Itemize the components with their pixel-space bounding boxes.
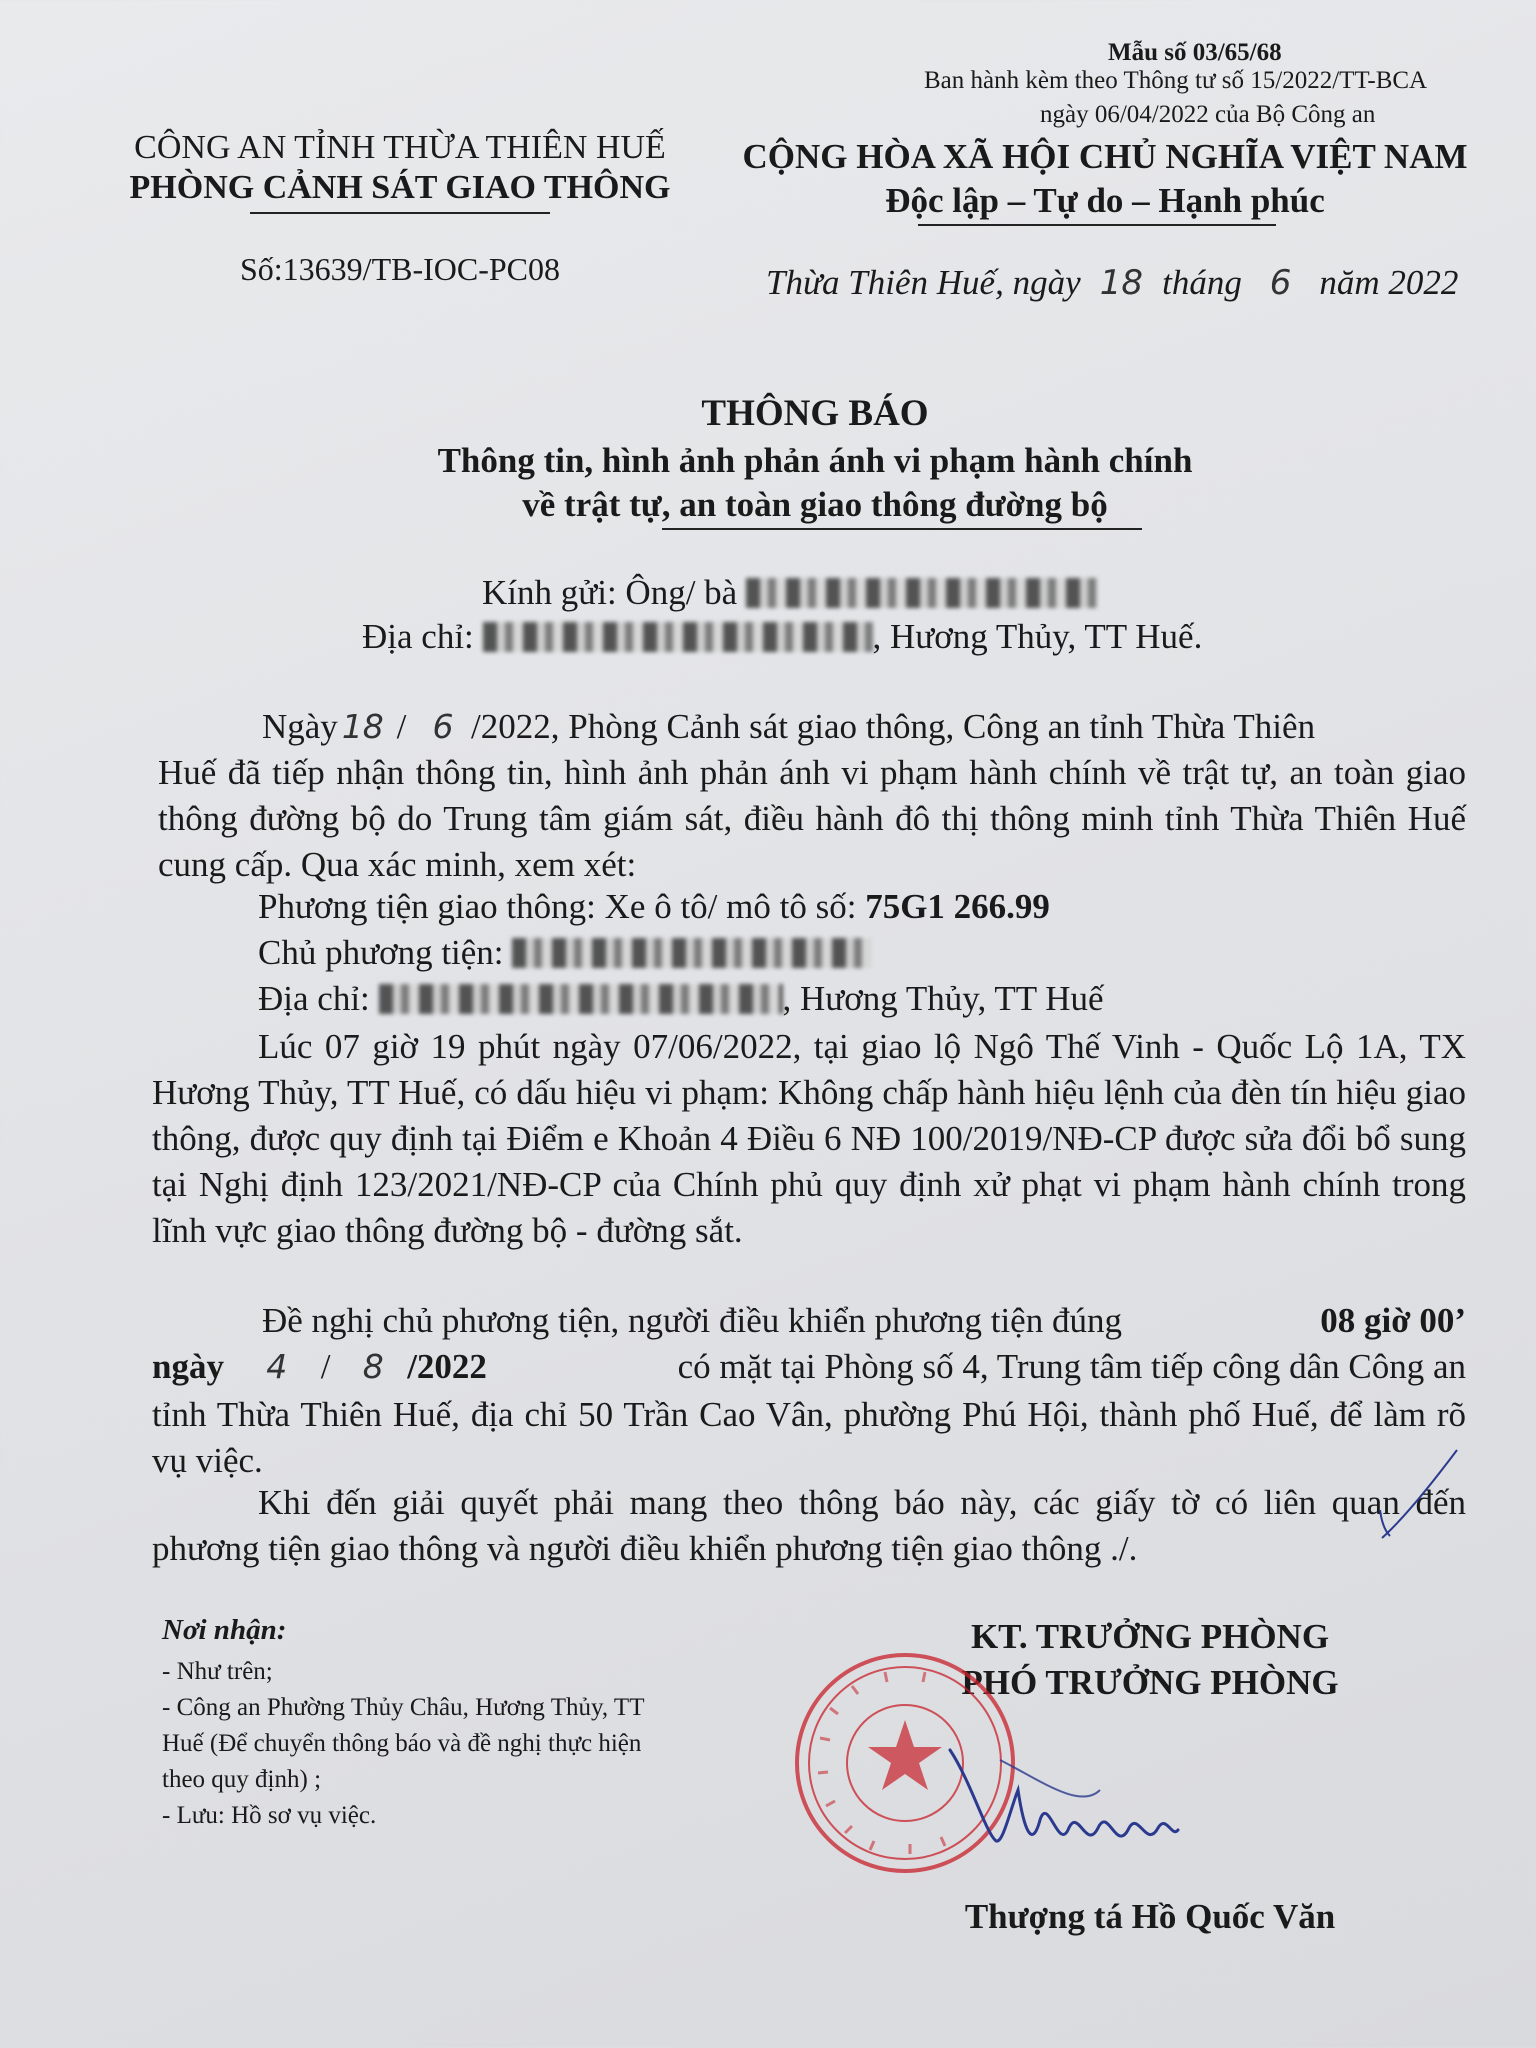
country-name: CỘNG HÒA XÃ HỘI CHỦ NGHĨA VIỆT NAM xyxy=(742,137,1468,176)
recipient-address-line xyxy=(362,616,1202,658)
date-slash: / xyxy=(387,707,416,746)
appointment-time: 08 giờ 00’ xyxy=(1320,1301,1466,1340)
handwritten-day: 18 xyxy=(1099,263,1143,303)
handwritten-month: 6 xyxy=(1269,263,1292,303)
owner-line xyxy=(258,932,872,974)
recipients-heading: Nơi nhận: xyxy=(162,1614,287,1646)
recipient-address-tail: , Hương Thủy, TT Huế. xyxy=(872,617,1203,656)
violation-paragraph: Lúc 07 giờ 19 phút ngày 07/06/2022, tại giao lộ Ngô Thế Vinh - Quốc Lộ 1A, TX Hương Thủy, TT Huế, có dấu hiệu vi phạm: Không chấp hành hiệu lệnh của đèn tín hiệu giao thông, được quy định tại Điểm e Khoản 4 Điều 6 NĐ 100/2019/NĐ-CP được sửa đổi bổ sung tại Nghị định 123/2021/NĐ-CP của Chính phủ quy định xử phạt vi phạm hành chính trong lĩnh vực giao thông đường bộ - đường sắt. xyxy=(152,1027,1466,1250)
handwritten-receipt-month: 6 xyxy=(432,707,454,746)
request-paragraph-rest: tỉnh Thừa Thiên Huế, địa chỉ 50 Trần Cao Vân, phường Phú Hội, thành phố Huế, để làm rõ vụ việc. xyxy=(152,1395,1466,1480)
redacted-recipient-address xyxy=(483,622,873,652)
handwritten-tick-mark xyxy=(1372,1450,1462,1550)
request-second-line xyxy=(152,1346,1466,1388)
seal-star xyxy=(868,1720,942,1790)
appointment-year: /2022 xyxy=(407,1347,487,1386)
intro-first-line xyxy=(262,706,1315,748)
appointment-date-group xyxy=(152,1346,487,1388)
documents-paragraph: Khi đến giải quyết phải mang theo thông báo này, các giấy tờ có liên quan đến phương tiện giao thông và người điều khiển phương tiện giao thông ./. xyxy=(152,1483,1466,1568)
signer-name: Thượng tá Hồ Quốc Văn xyxy=(964,1897,1336,1936)
title-subline-1: Thông tin, hình ảnh phản ánh vi phạm hành chính xyxy=(437,441,1193,480)
owner-label: Chủ phương tiện: xyxy=(258,933,504,972)
appointment-ngay: ngày xyxy=(152,1347,224,1386)
request-first-line xyxy=(262,1300,1466,1342)
department-name: PHÒNG CẢNH SÁT GIAO THÔNG xyxy=(129,169,671,206)
recipient-item: Huế (Để chuyển thông báo và đề nghị thực hiện xyxy=(162,1730,642,1757)
recipient-item: - Như trên; xyxy=(162,1658,273,1685)
recipients-list xyxy=(162,1654,644,1834)
request-prefix: Đề nghị chủ phương tiện, người điều khiển phương tiện đúng xyxy=(262,1301,1122,1340)
recipient-item: - Lưu: Hồ sơ vụ việc. xyxy=(162,1802,377,1829)
place-date-line xyxy=(766,262,1458,304)
place-date-prefix: Thừa Thiên Huế, ngày xyxy=(766,263,1081,302)
recipient-address-label: Địa chỉ: xyxy=(362,617,474,656)
form-number: Mẫu số 03/65/68 xyxy=(1108,39,1282,66)
appointment-slash: / xyxy=(320,1347,340,1386)
recipient-item: - Công an Phường Thủy Châu, Hương Thủy, TT xyxy=(162,1694,645,1721)
recipient-greeting: Kính gửi: Ông/ bà xyxy=(482,573,738,612)
vehicle-line xyxy=(258,886,1050,928)
signer-role-1: KT. TRƯỞNG PHÒNG xyxy=(970,1617,1330,1656)
handwritten-receipt-day: 18 xyxy=(341,707,384,746)
motto-underline xyxy=(918,224,1276,226)
national-motto: Độc lập – Tự do – Hạnh phúc xyxy=(885,181,1325,220)
title-underline xyxy=(662,528,1142,530)
handwritten-signature xyxy=(940,1720,1240,1880)
vehicle-plate: 75G1 266.99 xyxy=(865,887,1050,926)
signer-role-2: PHÓ TRƯỞNG PHÒNG xyxy=(961,1663,1339,1702)
intro-rest-line1: /2022, Phòng Cảnh sát giao thông, Công an tỉnh Thừa Thiên xyxy=(471,707,1316,746)
form-issued-line1: Ban hành kèm theo Thông tư số 15/2022/TT-BCA xyxy=(924,67,1428,94)
title-subline-2: về trật tự, an toàn giao thông đường bộ xyxy=(522,485,1108,524)
redacted-owner-name xyxy=(512,938,872,968)
intro-paragraph: Huế đã tiếp nhận thông tin, hình ảnh phản ánh vi phạm hành chính về trật tự, an toàn giao thông đường bộ do Trung tâm giám sát, điều hành đô thị thông minh tỉnh Thừa Thiên Huế cung cấp. Qua xác minh, xem xét: xyxy=(158,753,1466,884)
vehicle-label: Phương tiện giao thông: Xe ô tô/ mô tô số: xyxy=(258,887,857,926)
redacted-recipient-name xyxy=(746,578,1098,608)
recipient-line xyxy=(482,572,1098,614)
recipient-item: theo quy định) ; xyxy=(162,1766,322,1793)
handwritten-appointment-day: 4 xyxy=(266,1347,288,1386)
owner-address-line xyxy=(258,978,1104,1020)
document-title: THÔNG BÁO xyxy=(701,393,929,434)
owner-address-label: Địa chỉ: xyxy=(258,979,370,1018)
month-word: tháng xyxy=(1162,263,1242,302)
year-text: năm 2022 xyxy=(1319,263,1459,302)
owner-address-tail: , Hương Thủy, TT Huế xyxy=(782,979,1104,1018)
request-line2-rest: có mặt tại Phòng số 4, Trung tâm tiếp công dân Công an xyxy=(677,1347,1466,1386)
form-issued-line2: ngày 06/04/2022 của Bộ Công an xyxy=(1040,101,1376,128)
handwritten-appointment-month: 8 xyxy=(362,1347,384,1386)
agency-name: CÔNG AN TỈNH THỪA THIÊN HUẾ xyxy=(134,129,666,166)
document-number: Số:13639/TB-IOC-PC08 xyxy=(239,251,561,287)
department-underline xyxy=(250,212,550,214)
intro-prefix: Ngày xyxy=(262,707,338,746)
redacted-owner-address xyxy=(379,984,783,1014)
